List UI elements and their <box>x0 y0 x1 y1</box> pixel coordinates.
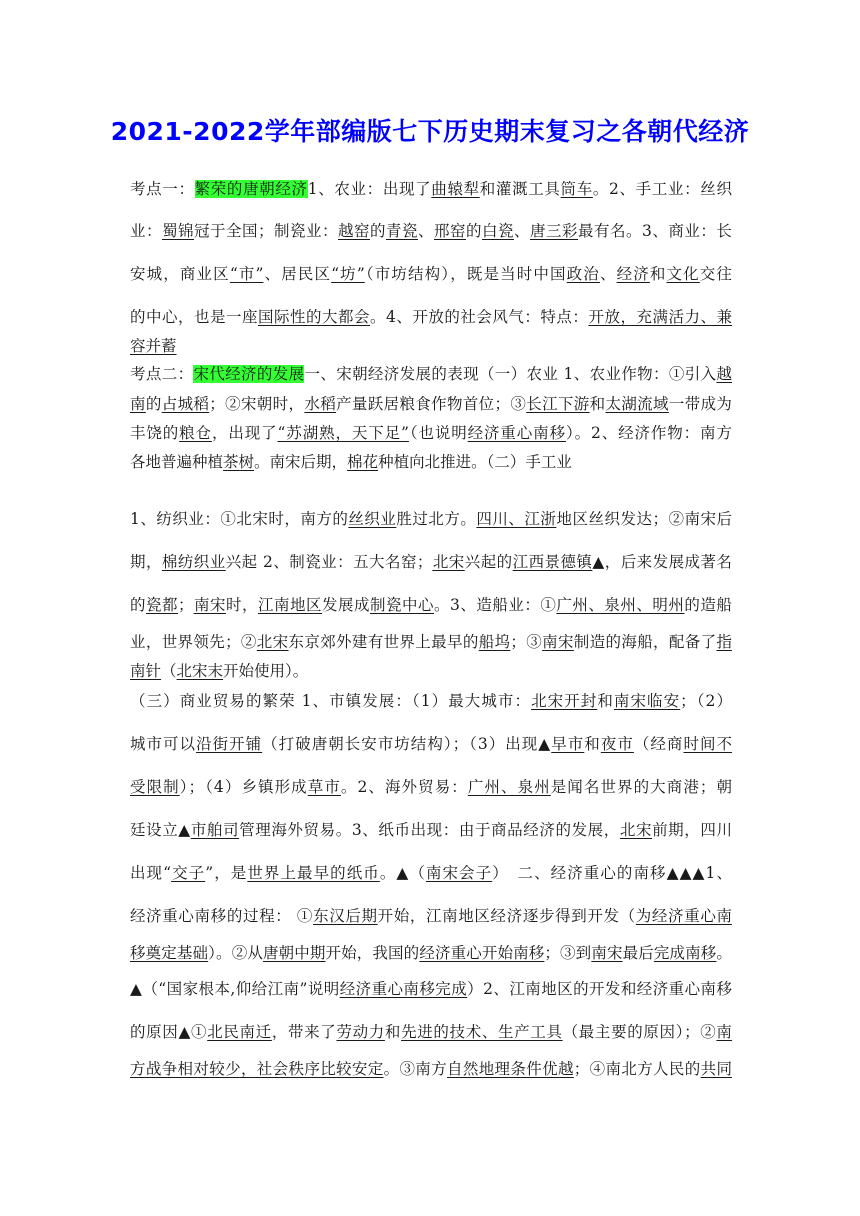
text-run: 和 <box>597 692 614 710</box>
underlined-keyword: 国际性的大都会 <box>258 308 371 326</box>
underlined-keyword: 夜市 <box>600 735 634 753</box>
underlined-keyword: 劳动力 <box>336 1023 385 1041</box>
text-line <box>130 689 732 711</box>
text-run: 一带成为 <box>668 395 732 413</box>
text-run: 。▲（ <box>379 864 426 882</box>
underlined-keyword: 太湖流域 <box>605 395 669 413</box>
text-line <box>130 305 732 327</box>
text-line <box>130 630 732 652</box>
text-line <box>130 818 732 840</box>
text-run: （打破唐朝长安市坊结构）；（3）出现▲ <box>262 735 552 753</box>
text-run: 。2、手工业：丝织 <box>592 180 732 198</box>
text-run: 东京郊外建有世界上最早的 <box>288 633 479 651</box>
text-line <box>130 334 732 356</box>
underlined-keyword: 丝织业 <box>348 510 397 528</box>
underlined-keyword: 共同 <box>700 1060 732 1078</box>
text-run: ”，是 <box>205 864 248 882</box>
underlined-keyword: 东汉后期 <box>313 907 378 925</box>
underlined-keyword: 早市 <box>551 735 585 753</box>
underlined-keyword: 世界上最早的纸币 <box>247 864 380 882</box>
underlined-keyword: 白瓷 <box>482 222 514 240</box>
text-run: ； <box>178 596 194 614</box>
underlined-keyword: 草市 <box>307 778 341 796</box>
underlined-keyword: 自然地理条件优越 <box>447 1060 574 1078</box>
underlined-keyword: 越 <box>716 365 732 383</box>
text-run: 、 <box>418 222 434 240</box>
text-run: 开始使用）。 <box>223 662 309 680</box>
text-run: 的造船 <box>684 596 732 614</box>
text-line <box>130 775 732 797</box>
text-run: ） 二、经济重心的南移▲▲▲1、 <box>492 864 732 882</box>
underlined-keyword: 南 <box>130 395 146 413</box>
text-run: ；③ <box>510 633 543 651</box>
text-line <box>130 450 732 472</box>
underlined-keyword: “坊” <box>331 265 365 283</box>
text-run: 发展成 <box>322 596 371 614</box>
underlined-keyword: 越窑 <box>338 222 370 240</box>
underlined-keyword: 开放，充满活力、兼 <box>588 308 732 326</box>
text-line <box>130 732 732 754</box>
text-line <box>130 219 732 241</box>
text-line <box>130 421 732 443</box>
text-run: ；④南北方人民的 <box>573 1060 701 1078</box>
text-run: ）。2、经济作物：南方 <box>565 424 732 442</box>
text-run: 的原因▲① <box>130 1023 208 1041</box>
text-run: 和 <box>584 735 601 753</box>
text-line <box>130 977 732 999</box>
text-line <box>130 392 732 414</box>
text-run: （经商 <box>633 735 684 753</box>
text-run: 的 <box>466 222 482 240</box>
section-heading-highlight: 繁荣的唐朝经济 <box>194 180 308 198</box>
underlined-keyword: 北宋末 <box>176 662 224 680</box>
underlined-keyword: 完成南移 <box>653 944 717 962</box>
underlined-keyword: 制瓷中心 <box>370 596 435 614</box>
underlined-keyword: 先进的技术、生产工具 <box>401 1023 563 1041</box>
text-run: 种植向北推进。（二）手工业 <box>378 453 572 471</box>
underlined-keyword: 邢窑 <box>434 222 466 240</box>
underlined-keyword: 北民南迁 <box>207 1023 272 1041</box>
text-run: （市坊结构），既是当时中国 <box>364 265 567 283</box>
text-run: ；（2） <box>680 692 732 710</box>
text-line <box>130 941 732 963</box>
text-run: 和 <box>649 265 667 283</box>
text-run: （三）商业贸易的繁荣 1、市镇发展：（1）最大城市： <box>130 692 532 710</box>
text-run: 交往 <box>699 265 732 283</box>
underlined-keyword: 青瓷 <box>386 222 418 240</box>
text-run: 1、纺织业：①北宋时，南方的 <box>130 510 349 528</box>
text-run: ）2、江南地区的开发和经济重心南移 <box>467 980 732 998</box>
text-run: 和 <box>589 395 606 413</box>
text-run: 前期，四川 <box>652 821 732 839</box>
underlined-keyword: 北宋 <box>432 553 465 571</box>
text-run: 制造的海船，配备了 <box>573 633 717 651</box>
underlined-keyword: 唐朝中期 <box>262 944 326 962</box>
text-run: 时， <box>226 596 259 614</box>
underlined-keyword: 广州、泉州 <box>467 778 551 796</box>
underlined-keyword: 容并蓄 <box>130 337 177 355</box>
text-run: 胜过北方。 <box>396 510 477 528</box>
text-run: 丰饶的 <box>130 424 180 442</box>
text-run: 、居民区 <box>263 265 332 283</box>
underlined-keyword: 南 <box>716 1023 732 1041</box>
underlined-keyword: 长江下游 <box>526 395 590 413</box>
underlined-keyword: 南宋会子 <box>425 864 493 882</box>
document-title: 2021-2022学年部编版七下历史期末复习之各朝代经济 <box>110 117 750 146</box>
text-run: 开始，我国的 <box>325 944 420 962</box>
text-run: 城市可以 <box>130 735 197 753</box>
text-run: 。南宋后期， <box>254 453 348 471</box>
text-run: 安城，商业区 <box>130 265 230 283</box>
text-run: 管理海外贸易。3、纸币出现：由于商品经济的发展， <box>239 821 620 839</box>
text-run: 考点一： <box>130 180 195 198</box>
text-line <box>130 507 732 529</box>
underlined-keyword: 市舶司 <box>190 821 240 839</box>
text-run: ）。②从 <box>208 944 263 962</box>
text-run: 的 <box>145 395 162 413</box>
text-run: 各地普遍种植 <box>130 453 224 471</box>
underlined-keyword: 江南地区 <box>258 596 323 614</box>
underlined-keyword: 经济重心开始南移 <box>419 944 545 962</box>
underlined-keyword: 南宋 <box>542 633 574 651</box>
text-run: 最后 <box>622 944 654 962</box>
underlined-keyword: 茶树 <box>223 453 255 471</box>
text-run: 的 <box>370 222 386 240</box>
underlined-keyword: 水稻 <box>304 395 337 413</box>
text-run: 考点二： <box>130 365 194 383</box>
text-run: ）；（4）乡镇形成 <box>179 778 308 796</box>
text-run: 开始，江南地区经济逐步得到开发（ <box>377 907 636 925</box>
text-run: 的 <box>130 596 146 614</box>
underlined-keyword: 粮仓 <box>179 424 212 442</box>
text-run: ▲（“国家根本,仰给江南”说明 <box>130 980 340 998</box>
text-line <box>130 550 732 572</box>
text-run: 经济重心南移的过程： ① <box>130 907 314 925</box>
section-heading-highlight: 宋代经济的发展 <box>193 365 305 383</box>
text-run: 。2、海外贸易： <box>340 778 468 796</box>
text-run: 是闻名世界的大商港；朝 <box>550 778 732 796</box>
underlined-keyword: 南针 <box>130 662 162 680</box>
text-line <box>130 861 732 883</box>
text-run: 1、农业：出现了 <box>307 180 432 198</box>
underlined-keyword: 南宋 <box>193 596 227 614</box>
underlined-keyword: 经济重心南移完成 <box>339 980 468 998</box>
text-run: 、 <box>599 265 617 283</box>
text-run: （最主要的原因）；② <box>562 1023 717 1041</box>
text-line <box>130 262 732 284</box>
underlined-keyword: “市” <box>229 265 264 283</box>
text-run: 。3、造船业：① <box>434 596 557 614</box>
underlined-keyword: 江西景德镇 <box>512 553 593 571</box>
underlined-keyword: 经济 <box>616 265 650 283</box>
text-run: 业，世界领先；② <box>130 633 257 651</box>
underlined-keyword: 指 <box>716 633 732 651</box>
text-run: 兴起 2、制瓷业：五大名窑； <box>225 553 433 571</box>
text-run: 期， <box>130 553 162 571</box>
underlined-keyword: 四川、江浙 <box>476 510 557 528</box>
text-run: 兴起的 <box>464 553 513 571</box>
underlined-keyword: 南宋临安 <box>613 692 681 710</box>
text-run: 业： <box>130 222 162 240</box>
text-run: 。③南方 <box>383 1060 447 1078</box>
text-line <box>130 362 732 384</box>
underlined-keyword: 筒车 <box>560 180 593 198</box>
underlined-keyword: 棉纺织业 <box>161 553 226 571</box>
text-run: 的中心，也是一座 <box>130 308 259 326</box>
underlined-keyword: 经济重心南移 <box>467 424 566 442</box>
underlined-keyword: 沿街开铺 <box>196 735 263 753</box>
text-run: 冠于全国；制瓷业： <box>194 222 338 240</box>
underlined-keyword: 移奠定基础 <box>130 944 209 962</box>
text-run: 。4、开放的社会风气：特点： <box>370 308 589 326</box>
text-run: （ <box>161 662 177 680</box>
text-run: ，出现了 <box>211 424 278 442</box>
text-run: 出现“ <box>130 864 172 882</box>
underlined-keyword: 广州、泉州、明州 <box>556 596 685 614</box>
underlined-keyword: 北宋 <box>619 821 653 839</box>
underlined-keyword: 南宋 <box>591 944 623 962</box>
underlined-keyword: 方战争相对较少，社会秩序比较安定 <box>130 1060 384 1078</box>
text-run: ▲，后来发展成著名 <box>592 553 732 571</box>
text-run: ；②宋朝时， <box>209 395 305 413</box>
text-run: 廷设立▲ <box>130 821 191 839</box>
text-run: 地区丝织发达；②南宋后 <box>556 510 732 528</box>
text-run: ；③到 <box>544 944 592 962</box>
underlined-keyword: 交子 <box>171 864 206 882</box>
text-run: 一、宋朝经济发展的表现（一）农业 1、农业作物：①引入 <box>304 365 717 383</box>
underlined-keyword: 棉花 <box>347 453 379 471</box>
underlined-keyword: 唐三彩 <box>530 222 578 240</box>
text-run: 产量跃居粮食作物首位；③ <box>336 395 527 413</box>
underlined-keyword: 瓷都 <box>146 596 178 614</box>
text-line <box>130 904 732 926</box>
text-line <box>130 1057 732 1079</box>
text-line <box>130 177 732 199</box>
text-line <box>130 659 732 681</box>
text-run: 、 <box>514 222 530 240</box>
text-line <box>130 1020 732 1042</box>
underlined-keyword: 文化 <box>666 265 700 283</box>
underlined-keyword: 曲辕犁 <box>431 180 480 198</box>
text-run: 和灌溉工具 <box>479 180 561 198</box>
underlined-keyword: 蜀锦 <box>162 222 194 240</box>
text-line <box>130 593 732 615</box>
text-run: 。 <box>716 944 732 962</box>
text-run: ，带来了 <box>271 1023 337 1041</box>
underlined-keyword: 时间不 <box>683 735 732 753</box>
underlined-keyword: 为经济重心南 <box>635 907 732 925</box>
underlined-keyword: 政治 <box>566 265 600 283</box>
text-run: （也说明 <box>408 424 468 442</box>
underlined-keyword: 北宋 <box>256 633 289 651</box>
underlined-keyword: “苏湖熟，天下足” <box>277 424 409 442</box>
underlined-keyword: 船坞 <box>478 633 511 651</box>
underlined-keyword: 受限制 <box>130 778 180 796</box>
text-run: 最有名。3、商业：长 <box>578 222 732 240</box>
underlined-keyword: 北宋开封 <box>531 692 598 710</box>
underlined-keyword: 占城稻 <box>161 395 210 413</box>
text-run: 和 <box>384 1023 402 1041</box>
